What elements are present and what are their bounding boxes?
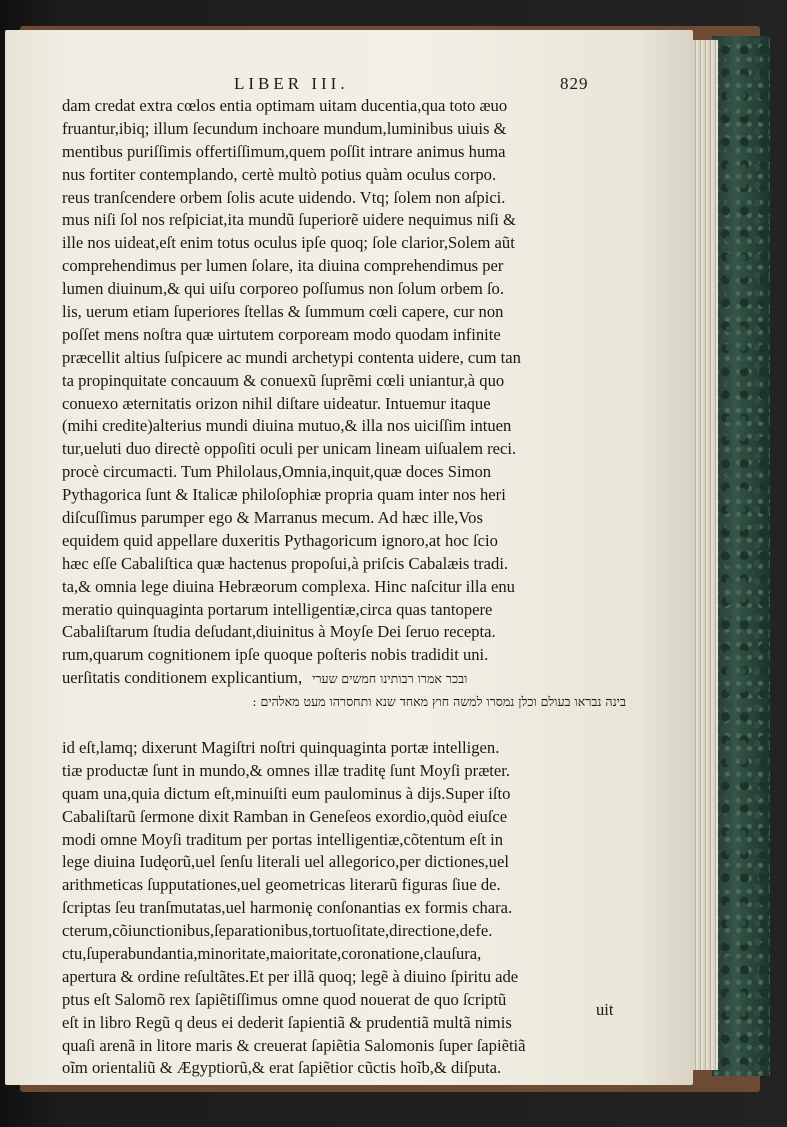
text-line: tur,ueluti duo directè oppoſiti oculi per unicam lineam uiſualem reci.: [62, 439, 517, 459]
text-line: hæc eſſe Cabaliſtica quæ hactenus propoſui,à priſcis Cabalæis tradi.: [62, 553, 509, 573]
body-text: [62, 95, 672, 1080]
text-line: mus niſi ſol nos reſpiciat,ita mundũ ſuperiorẽ uidere nequimus niſi &: [62, 210, 516, 230]
text-line: id eſt,lamq; dixerunt Magiſtri noſtri quinquaginta portæ intelligen.: [62, 737, 500, 757]
text-line: Cabaliſtarũ ſermone dixit Ramban in Geneſeos exordio,quòd eiuſce: [62, 806, 508, 826]
text-line: reus tranſcendere orbem ſolis acute uidendo. Vtq; ſolem non aſpici.: [62, 187, 506, 207]
text-line: quam una,quia dictum eſt,minuiſti eum paulominus à dĳs.Super iſto: [62, 783, 511, 803]
text-line: diſcuſſimus parumper ego & Marranus mecum. Ad hæc ille,Vos: [62, 508, 483, 528]
text-line: poſſet mens noſtra quæ uirtutem corpoream modo quodam infinite: [62, 324, 501, 344]
text-line: ille nos uideat,eſt enim totus oculus ipſe quoq; ſole clarior,Solem aũt: [62, 233, 515, 253]
text-line: nus fortiter contemplando, certè multò potius quàm oculus corpo.: [62, 164, 497, 184]
text-line: tiæ productæ ſunt in mundo,& omnes illæ traditę ſunt Moyſi præter.: [62, 760, 511, 780]
text-line: comprehendimus per lumen ſolare, ita diuina comprehendimus per: [62, 256, 504, 276]
text-line: equidem quid appellare duxeritis Pythagoricum ignoro,at hoc ſcio: [62, 530, 498, 550]
text-line: fruantur,ibiq; illum ſecundum inchoare mundum,luminibus uiuis &: [62, 118, 507, 138]
running-head-title: LIBER III.: [234, 74, 349, 93]
text-line: Pythagorica ſunt & Italicæ philoſophiæ propria quam inter nos heri: [62, 485, 506, 505]
text-line: lis, uerum etiam ſuperiores ſtellas & ſummum cœli capere, cur non: [62, 302, 504, 322]
text-line: apertura & ordine reſultãtes.Et per illã quoq; legẽ à diuino ſpiritu ade: [62, 966, 519, 986]
text-line: oĩm orientaliũ & Ægyptiorũ,& erat ſapiẽtior cũctis hoĩb,& diſputa.: [62, 1058, 502, 1078]
text-line: (mihi credite)alterius mundi diuina mutuo,& illa nos uiciſſim intuen: [62, 416, 512, 436]
text-line: ctu,ſuperabundantia,minoritate,maioritate,coronatione,clauſura,: [62, 943, 482, 963]
marbled-binding: [712, 36, 770, 1076]
catchword: uit: [596, 1000, 614, 1019]
text-line: modi omne Moyſi traditum per portas intelligentiæ,cõtentum eſt in: [62, 829, 504, 849]
text-line: procè circumacti. Tum Philolaus,Omnia,inquit,quæ doces Simon: [62, 462, 492, 482]
hebrew-inline: ובכר אמרו רבותינו חמשים שערי: [312, 671, 468, 687]
text-line: ptus eſt Salomõ rex ſapiẽtiſſimus omne quod nouerat de quo ſcriptũ: [62, 989, 507, 1009]
text-line: Cabaliſtarum ſtudia deſudant,diuinitus à Moyſe Dei ſeruo recepta.: [62, 622, 496, 642]
hebrew-line: בינה נבראו בעולם וכלן נמסרו למשה חוץ מאחד שנא ותחסרהו מעט מאלהים :: [252, 694, 626, 710]
text-line: ta,& omnia lege diuina Hebræorum complexa. Hinc naſcitur illa enu: [62, 576, 515, 596]
text-line: ta propinquitate concauum & conuexũ ſuprẽmi cœli uniantur,à quo: [62, 370, 505, 390]
text-line: cterum,cõiunctionibus,ſeparationibus,tortuoſitate,directione,defe.: [62, 921, 493, 941]
text-line: lege diuina Iudęorũ,uel ſenſu literali uel allegorico,per dictiones,uel: [62, 852, 509, 872]
text-line: lumen diuinum,& qui uiſu corporeo poſſumus non ſolum orbem ſo.: [62, 279, 505, 299]
text-line: ſcriptas ſeu tranſmutatas,uel harmonię conſonantias ex formis chara.: [62, 898, 513, 918]
text-line: meratio quinquaginta portarum intelligentiæ,circa quas tantopere: [62, 599, 493, 619]
text-line: quaſi arenã in litore maris & creuerat ſapiẽtia Salomonis ſuper ſapiẽtiã: [62, 1035, 526, 1055]
text-line: arithmeticas ſupputationes,uel geometricas literarũ figuras ſiue de.: [62, 875, 501, 895]
text-line: conuexo æternitatis orizon nihil diſtare uideatur. Intuemur itaque: [62, 393, 491, 413]
text-line: dam credat extra cœlos entia optimam uitam ducentia,qua toto æuo: [62, 96, 508, 115]
page-number: 829: [560, 74, 589, 93]
text-line: præcellit altius ſuſpicere ac mundi archetypi contenta uidere, cum tan: [62, 347, 521, 367]
text-line: uerſitatis conditionem explicantium,: [62, 668, 303, 688]
text-line: mentibus puriſſimis offertiſſimum,quem poſſit intrare animus huma: [62, 141, 506, 161]
text-line: eſt in libro Regũ q deus ei dederit ſapientiã & prudentiã multã nimis: [62, 1012, 512, 1032]
text-line: rum,quarum cognitionem ipſe quoque poſteris nobis tradidit uni.: [62, 645, 489, 665]
